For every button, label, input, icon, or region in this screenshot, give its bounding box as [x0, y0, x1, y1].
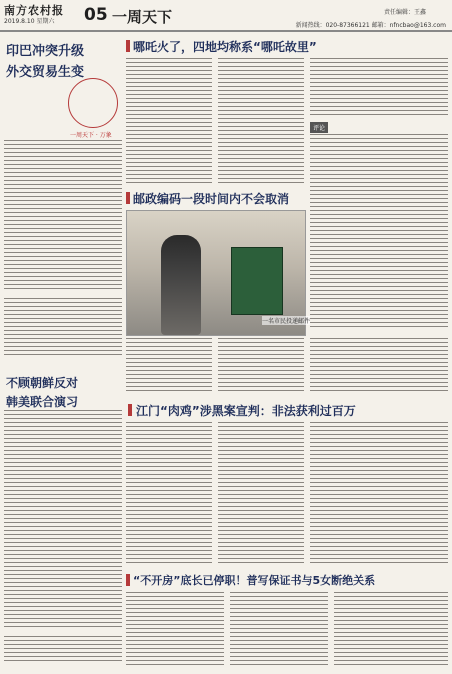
article-text-block — [230, 592, 328, 668]
article-text-block — [310, 58, 448, 116]
article-text-block — [218, 58, 304, 186]
article-text-block — [310, 422, 448, 564]
headline-line-2: 外交贸易生变 — [6, 65, 85, 80]
article-text-block — [126, 592, 224, 668]
person-shape — [161, 235, 201, 335]
article-text-block — [218, 338, 304, 394]
page-number: 05 — [84, 5, 108, 25]
left-column — [4, 36, 122, 666]
mailbox-shape — [231, 247, 283, 315]
masthead: 南方农村报 — [4, 4, 64, 17]
issue-date: 2019.8.10 星期六 — [4, 18, 55, 25]
article-text-block — [126, 58, 212, 186]
headline-marker — [126, 40, 130, 52]
article-text-block — [310, 338, 448, 394]
section-title: 一周天下 — [112, 8, 173, 26]
photo-caption: 一名市民投递邮件 — [262, 318, 311, 325]
fraud-headline: 江门“肉鸡”涉黑案宣判：非法获利过百万 — [136, 404, 356, 418]
stamp-text: 一周天下 · 万象 — [70, 132, 112, 139]
headline-line-3: 不顾朝鲜反对 — [6, 376, 79, 390]
comment-badge: 评论 — [310, 122, 328, 133]
article-text-block — [126, 422, 212, 564]
postal-headline: 邮政编码一段时间内不会取消 — [133, 192, 290, 206]
article-text-block — [4, 298, 122, 358]
headline-line-1: 印巴冲突升级 — [6, 44, 85, 59]
article-text-block — [310, 134, 448, 330]
article-text-block — [4, 410, 122, 630]
article-text-block — [218, 422, 304, 564]
korea-us-headline — [6, 374, 120, 410]
article-text-block — [126, 338, 212, 394]
editor-credit: 责任编辑：王鑫 — [384, 9, 427, 16]
headline-marker — [126, 192, 130, 204]
headline-line-4: 韩美联合演习 — [6, 395, 79, 409]
contact-line: 新闻热线：020-87366121 邮箱：nfncbao@163.com — [295, 22, 446, 29]
article-text-block — [4, 140, 122, 290]
article-text-block — [4, 636, 122, 664]
headline-marker — [128, 404, 132, 416]
india-pakistan-headline — [6, 40, 120, 80]
stamp-logo-icon — [68, 78, 118, 128]
headline-marker — [126, 574, 130, 586]
bottom-headline: “不开房”底长已停职！普写保证书与5女断绝关系 — [133, 574, 376, 587]
article-text-block — [334, 592, 448, 668]
top-story-headline: 哪吒火了，四地均称系“哪吒故里” — [133, 40, 317, 54]
